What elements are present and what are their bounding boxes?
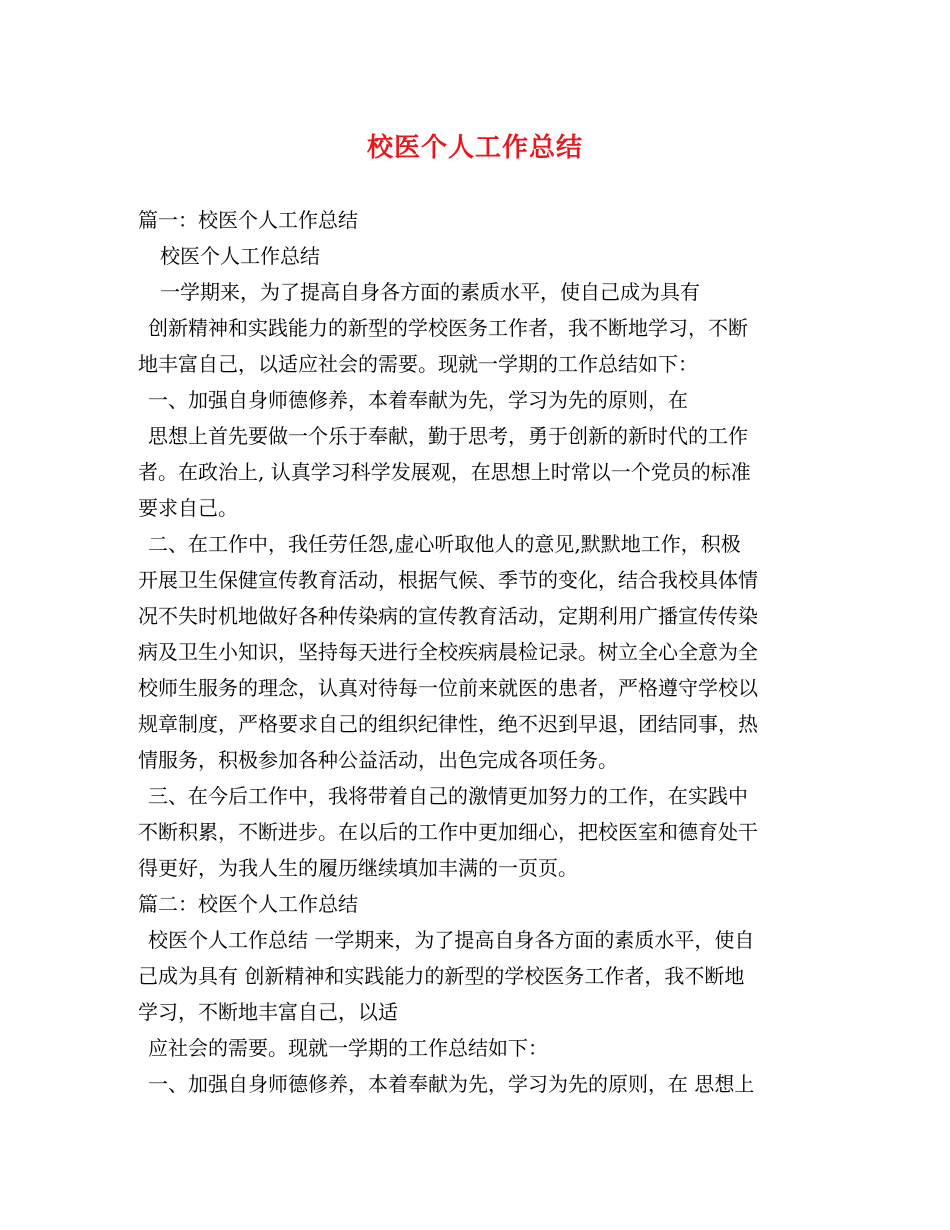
paragraph-line: 校师生服务的理念，认真对待每一位前来就医的患者，严格遵守学校以 — [138, 676, 758, 700]
paragraph-line: 己成为具有 创新精神和实践能力的新型的学校医务工作者，我不断地 — [138, 964, 745, 988]
paragraph-line: 得更好，为我人生的履历继续填加丰满的一页页。 — [138, 856, 578, 880]
paragraph-line: 校医个人工作总结 一学期来，为了提高自身各方面的素质水平，使自 — [148, 928, 755, 952]
paragraph-line: 规章制度，严格要求自己的组织纪律性，绝不迟到早退，团结同事，热 — [138, 712, 758, 736]
paragraph-line: 一学期来，为了提高自身各方面的素质水平，使自己成为具有 — [160, 280, 700, 304]
document-body — [138, 202, 818, 1102]
paragraph-line: 应社会的需要。现就一学期的工作总结如下： — [148, 1036, 548, 1060]
paragraph-line: 创新精神和实践能力的新型的学校医务工作者，我不断地学习，不断 — [148, 316, 748, 340]
subheading: 校医个人工作总结 — [160, 244, 320, 268]
paragraph-line: 一、加强自身师德修养，本着奉献为先，学习为先的原则，在 — [148, 388, 688, 412]
paragraph-line: 情服务，积极参加各种公益活动，出色完成各项任务。 — [138, 748, 618, 772]
paragraph-line: 者。在政治上, 认真学习科学发展观，在思想上时常以一个党员的标准 — [138, 460, 751, 484]
paragraph-line: 开展卫生保健宣传教育活动，根据气候、季节的变化，结合我校具体情 — [138, 568, 758, 592]
paragraph-line: 思想上首先要做一个乐于奉献，勤于思考，勇于创新的新时代的工作 — [148, 424, 748, 448]
paragraph-line: 地丰富自己，以适应社会的需要。现就一学期的工作总结如下： — [138, 352, 698, 376]
section-heading: 篇二：校医个人工作总结 — [138, 892, 358, 916]
paragraph-line: 病及卫生小知识，坚持每天进行全校疾病晨检记录。树立全心全意为全 — [138, 640, 758, 664]
paragraph-line: 三、在今后工作中，我将带着自己的激情更加努力的工作，在实践中 — [148, 784, 748, 808]
paragraph-line: 一、加强自身师德修养，本着奉献为先，学习为先的原则，在 思想上 — [148, 1072, 755, 1096]
paragraph-line: 学习，不断地丰富自己，以适 — [138, 1000, 398, 1024]
paragraph-line: 二、在工作中，我任劳任怨,虚心听取他人的意见,默默地工作，积极 — [148, 532, 741, 556]
section-heading: 篇一：校医个人工作总结 — [138, 208, 358, 232]
document-title: 校医个人工作总结 — [366, 133, 583, 163]
paragraph-line: 况不失时机地做好各种传染病的宣传教育活动，定期利用广播宣传传染 — [138, 604, 758, 628]
paragraph-line: 要求自己。 — [138, 496, 238, 520]
paragraph-line: 不断积累，不断进步。在以后的工作中更加细心，把校医室和德育处干 — [138, 820, 758, 844]
